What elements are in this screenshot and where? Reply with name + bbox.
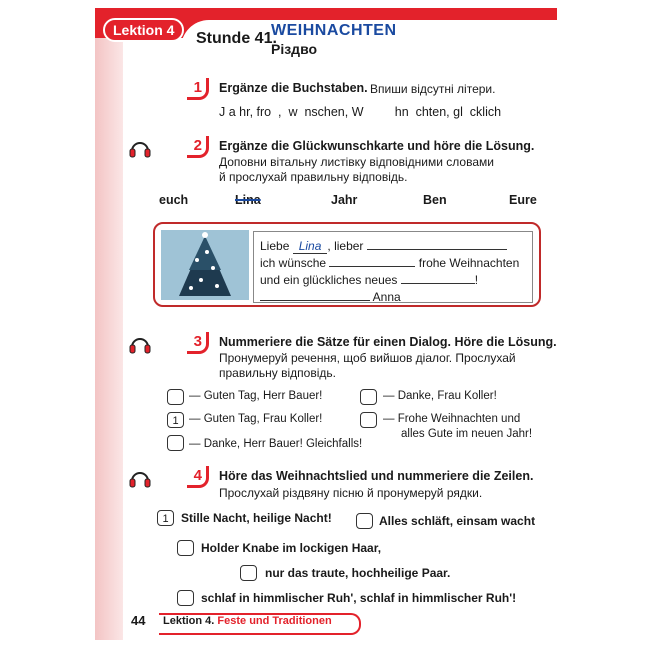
- exercise-number: 3: [187, 332, 209, 354]
- exercise-title-de: Ergänze die Glückwunschkarte und höre die Lösung.: [219, 139, 535, 153]
- dialog-line: — Guten Tag, Frau Koller!: [189, 413, 323, 425]
- number-box[interactable]: 1: [167, 412, 184, 428]
- song-line: Holder Knabe im lockigen Haar,: [201, 541, 382, 555]
- left-margin-band: [95, 8, 123, 640]
- song-line: Alles schläft, einsam wacht: [379, 514, 536, 528]
- dialog-line: — Guten Tag, Herr Bauer!: [189, 390, 323, 402]
- page-footer: [125, 611, 555, 633]
- number-box[interactable]: [167, 389, 184, 405]
- filled-answer: Lina: [293, 239, 328, 254]
- exercise-title-ua: Пронумеруй речення, щоб вийшов діалог. Прослухай: [219, 351, 516, 365]
- card-text-area: [253, 231, 533, 303]
- lektion-badge: Lektion 4: [103, 18, 184, 42]
- number-box[interactable]: [240, 565, 257, 581]
- christmas-tree-icon: [161, 230, 249, 300]
- number-box[interactable]: 1: [157, 510, 174, 526]
- dialog-line: — Danke, Frau Koller!: [383, 390, 497, 402]
- dialog-line: — Danke, Herr Bauer! Gleichfalls!: [189, 438, 363, 450]
- blank-line[interactable]: [401, 271, 475, 284]
- song-line: nur das traute, hochheilige Paar.: [265, 566, 451, 580]
- word-option: euch: [159, 193, 189, 207]
- exercise-number: 2: [187, 136, 209, 158]
- number-box[interactable]: [167, 435, 184, 451]
- workbook-page: [95, 8, 557, 640]
- exercise-title-de: Ergänze die Buchstaben.: [219, 81, 368, 95]
- dialog-line-continued: alles Gute im neuen Jahr!: [401, 428, 533, 440]
- exercise-title-ua: Прослухай різдвяну пісню й пронумеруй рядки.: [219, 486, 483, 500]
- card-line-3: und ein glückliches neues !: [260, 273, 479, 287]
- greeting-card: [153, 222, 541, 307]
- exercise-title-ua: Доповни вітальну листівку відповідними словами: [219, 155, 494, 169]
- song-line: schlaf in himmlischer Ruh', schlaf in himmlischer Ruh'!: [201, 591, 517, 605]
- page-number: 44: [131, 613, 146, 628]
- page-subtitle: Різдво: [271, 41, 318, 57]
- card-line-2: ich wünsche frohe Weihnachten: [260, 256, 520, 270]
- number-box[interactable]: [177, 590, 194, 606]
- stunde-label: Stunde 41.: [196, 30, 277, 47]
- exercise-title-ua: правильну відповідь.: [219, 366, 336, 380]
- number-box[interactable]: [360, 389, 377, 405]
- card-line-1: Liebe Lina , lieber: [260, 237, 507, 254]
- exercise-title-ua: й прослухай правильну відповідь.: [219, 170, 408, 184]
- word-option: Jahr: [331, 193, 358, 207]
- headphones-icon: [129, 138, 151, 158]
- exercise-number: 1: [187, 78, 209, 100]
- blank-line[interactable]: [329, 254, 415, 267]
- exercise-title-ua: Впиши відсутні літери.: [370, 82, 496, 96]
- card-line-4: Anna: [260, 288, 401, 304]
- headphones-icon: [129, 468, 151, 488]
- headphones-icon: [129, 334, 151, 354]
- exercise-title-de: Nummeriere die Sätze für einen Dialog. Höre die Lösung.: [219, 335, 557, 349]
- word-option-used: Lina: [235, 193, 261, 207]
- dialog-line: — Frohe Weihnachten und: [383, 413, 521, 425]
- song-line: Stille Nacht, heilige Nacht!: [181, 511, 332, 525]
- blank-line[interactable]: [260, 288, 370, 301]
- word-option: Eure: [509, 193, 537, 207]
- letters-line: J a hr, fro , w nschen, W hn chten, gl cklich: [219, 105, 502, 119]
- number-box[interactable]: [177, 540, 194, 556]
- word-option: Ben: [423, 193, 447, 207]
- exercise-title-de: Höre das Weihnachtslied und nummeriere die Zeilen.: [219, 469, 534, 483]
- footer-label: Lektion 4. Feste und Traditionen: [163, 615, 332, 627]
- exercise-number: 4: [187, 466, 209, 488]
- blank-line[interactable]: [367, 237, 507, 250]
- number-box[interactable]: [360, 412, 377, 428]
- number-box[interactable]: [356, 513, 373, 529]
- page-title: WEIHNACHTEN: [271, 22, 397, 39]
